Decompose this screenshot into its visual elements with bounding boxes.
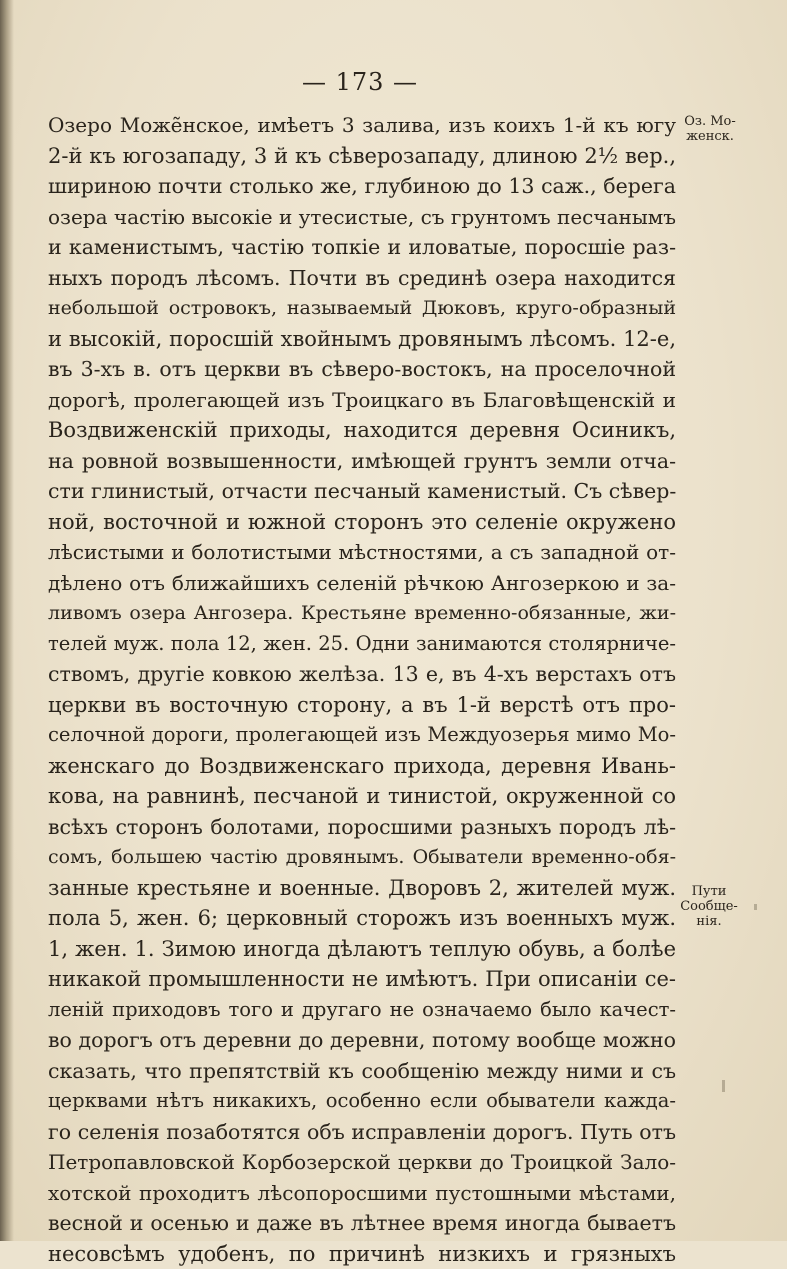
text-line: 1, жен. 1. Зимою иногда дѣлаютъ теплую обувь, а болѣе [48,934,676,965]
text-line: сомъ, большею частію дровянымъ. Обыватели временно-обя- [48,842,676,873]
margin-note-mozhensk [680,114,740,144]
page-body-text [48,110,676,1269]
text-line: и высокій, поросшій хвойнымъ дровянымъ лѣсомъ. 12-е, [48,324,676,355]
margin-note-line: Оз. Мо- [680,114,740,129]
text-line: занные крестьяне и военные. Дворовъ 2, жителей муж. [48,873,676,904]
text-line: сти глинистый, отчасти песчаный каменистый. Съ сѣвер- [48,476,676,507]
margin-mark [754,904,757,910]
text-line: несовсѣмъ удобенъ, по причинѣ низкихъ и грязныхъ [48,1239,676,1269]
margin-note-line: Сообще- [678,899,740,914]
margin-note-line: Пути [678,884,740,899]
text-line: дорогѣ, пролегающей изъ Троицкаго въ Благовѣщенскій и [48,385,676,416]
text-line: го селенія позаботятся объ исправленіи дорогъ. Путь отъ [48,1117,676,1148]
text-line: церквами нѣтъ никакихъ, особенно если обыватели кажда- [48,1086,676,1117]
text-line: леній приходовъ того и другаго не означаемо было качест- [48,995,676,1026]
text-line: кова, на равнинѣ, песчаной и тинистой, окруженной со [48,781,676,812]
page-number: — 173 — [0,68,720,96]
text-line: шириною почти столько же, глубиною до 13 саж., берега [48,171,676,202]
book-spine-shadow [0,0,14,1241]
margin-note-puti [678,884,740,929]
text-line: лѣсистыми и болотистыми мѣстностями, а съ западной от- [48,537,676,568]
text-line: пола 5, жен. 6; церковный сторожъ изъ военныхъ муж. [48,903,676,934]
text-line: весной и осенью и даже въ лѣтнее время иногда бываетъ [48,1208,676,1239]
text-line: ливомъ озера Ангозера. Крестьяне временно-обязанные, жи- [48,598,676,629]
text-line: церкви въ восточную сторону, а въ 1-й верстѣ отъ про- [48,690,676,721]
margin-note-line: нія. [678,914,740,929]
text-line: на ровной возвышенности, имѣющей грунтъ земли отча- [48,446,676,477]
text-line: ной, восточной и южной сторонъ это селеніе окружено [48,507,676,538]
margin-note-line: женск. [680,129,740,144]
margin-mark [722,1080,725,1092]
text-line: дѣлено отъ ближайшихъ селеній рѣчкою Ангозеркою и за- [48,568,676,599]
text-line: Озеро Може̃нское, имѣетъ 3 залива, изъ коихъ 1-й къ югу [48,110,676,141]
text-line: ныхъ породъ лѣсомъ. Почти въ срединѣ озера находится [48,263,676,294]
text-line: селочной дороги, пролегающей изъ Междуозерья мимо Мо- [48,720,676,751]
text-line: сказать, что препятствій къ сообщенію между ними и съ [48,1056,676,1087]
text-line: небольшой островокъ, называемый Дюковъ, круго-образный [48,293,676,324]
text-line: Петропавловской Корбозерской церкви до Троицкой Зало- [48,1147,676,1178]
text-line: 2-й къ югозападу, 3 й къ сѣверозападу, длиною 2½ вер., [48,141,676,172]
text-line: всѣхъ сторонъ болотами, поросшими разныхъ породъ лѣ- [48,812,676,843]
text-line: женскаго до Воздвиженскаго прихода, деревня Ивань- [48,751,676,782]
text-line: телей муж. пола 12, жен. 25. Одни занимаются столярниче- [48,629,676,660]
text-line: Воздвиженскій приходы, находится деревня Осиникъ, [48,415,676,446]
text-line: во дорогъ отъ деревни до деревни, потому вообще можно [48,1025,676,1056]
text-line: и каменистымъ, частію топкіе и иловатые, поросшіе раз- [48,232,676,263]
text-line: хотской проходитъ лѣсопоросшими пустошными мѣстами, [48,1178,676,1209]
text-line: никакой промышленности не имѣютъ. При описаніи се- [48,964,676,995]
text-line: ствомъ, другіе ковкою желѣза. 13 е, въ 4-хъ верстахъ отъ [48,659,676,690]
text-line: озера частію высокіе и утесистые, съ грунтомъ песчанымъ [48,202,676,233]
text-line: въ 3-хъ в. отъ церкви въ сѣверо-востокъ, на проселочной [48,354,676,385]
